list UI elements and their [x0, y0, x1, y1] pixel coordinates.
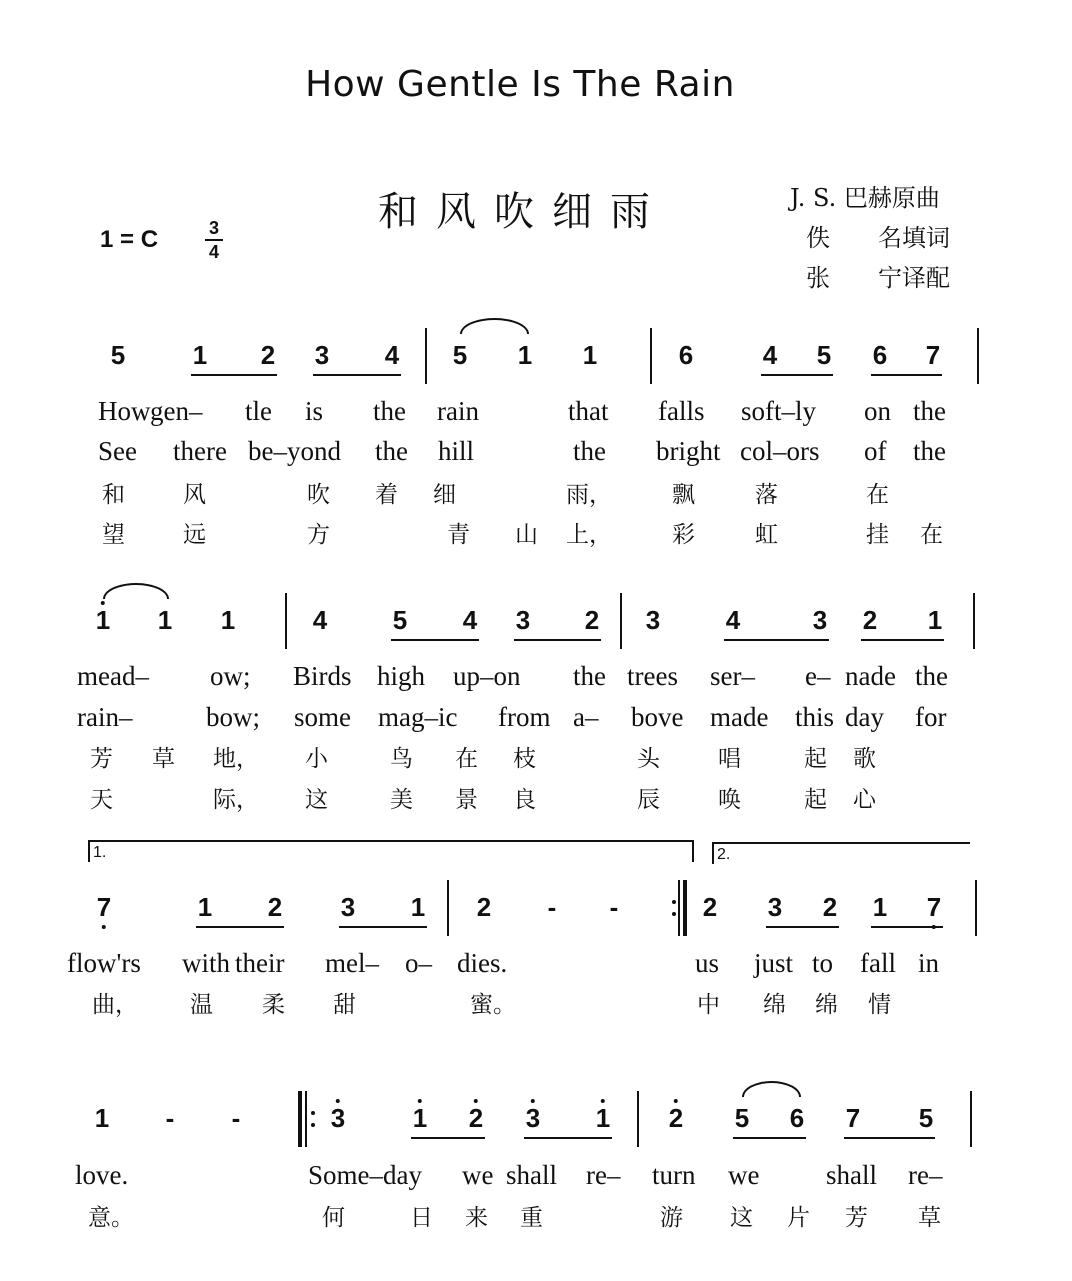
- lyric-english-1: fall: [860, 948, 896, 978]
- octave-dot-above: [601, 1099, 605, 1103]
- lyric-english-1: the: [573, 661, 606, 691]
- beam-underline: [766, 926, 839, 928]
- note: 2: [584, 605, 600, 635]
- lyric-chinese-2: 上，: [566, 522, 612, 548]
- lyric-chinese-2: 在: [920, 522, 943, 548]
- lyric-english-2: the: [375, 436, 408, 466]
- beam-underline: [339, 926, 427, 928]
- octave-dot-above: [474, 1099, 478, 1103]
- note: 2: [702, 892, 718, 922]
- octave-dot-above: [101, 601, 105, 605]
- lyric-english-2: bow;: [206, 702, 260, 732]
- time-signature: [205, 217, 223, 263]
- lyric-chinese-2: 心: [853, 787, 876, 813]
- lyric-chinese-1: 芳: [90, 746, 113, 772]
- note: 2: [862, 605, 878, 635]
- lyric-chinese-1: 和: [102, 482, 125, 508]
- lyric-english-1: to: [812, 948, 834, 978]
- lyric-chinese-2: 景: [455, 787, 478, 813]
- note: 3: [767, 892, 783, 922]
- lyric-chinese-1: 何: [322, 1205, 345, 1231]
- repeat-end-barline: [678, 880, 680, 936]
- lyric-chinese-1: 地，: [213, 746, 259, 772]
- lyric-chinese-1: 起: [804, 746, 827, 772]
- repeat-dot: [672, 900, 676, 904]
- lyric-english-2: a–: [573, 702, 599, 732]
- lyric-english-2: for: [915, 702, 947, 732]
- lyric-english-1: falls: [658, 396, 705, 426]
- lyric-english-1: How: [98, 396, 151, 426]
- note: 7: [927, 892, 941, 923]
- lyric-chinese-1: 风: [183, 482, 206, 508]
- lyric-chinese-2: 际，: [213, 787, 259, 813]
- lyric-english-2: made: [710, 702, 769, 732]
- note: 5: [918, 1103, 934, 1133]
- lyric-chinese-1: 温: [190, 992, 213, 1018]
- note: 5: [110, 340, 126, 370]
- lyric-english-1: we: [462, 1160, 494, 1190]
- lyric-chinese-1: 雨，: [566, 482, 612, 508]
- note: 3: [515, 605, 531, 635]
- beam-underline: [733, 1137, 806, 1139]
- lyric-chinese-1: 在: [866, 482, 889, 508]
- lyric-chinese-2: 美: [390, 787, 413, 813]
- barline: [447, 880, 449, 936]
- lyric-chinese-2: 天: [90, 787, 113, 813]
- lyric-english-2: col–ors: [740, 436, 820, 466]
- beam-underline: [871, 926, 943, 928]
- lyric-chinese-1: 细: [433, 482, 456, 508]
- lyric-english-1: e–: [805, 661, 831, 691]
- lyric-english-1: the: [373, 396, 406, 426]
- lyric-english-1: shall: [826, 1160, 877, 1190]
- lyric-english-2: hill: [438, 436, 475, 466]
- time-signature-bottom: 4: [208, 242, 219, 262]
- note: 6: [789, 1103, 805, 1133]
- lyric-english-1: tle: [245, 396, 272, 426]
- lyric-chinese-2: 彩: [672, 522, 695, 548]
- lyric-english-1: re–: [586, 1160, 621, 1190]
- lyric-chinese-1: 草: [918, 1205, 941, 1231]
- beam-underline: [313, 374, 401, 376]
- lyric-english-1: ser–: [710, 661, 755, 691]
- lyric-chinese-1: 曲，: [92, 992, 138, 1018]
- note: 6: [678, 340, 694, 370]
- note: 1: [410, 892, 426, 922]
- repeat-end-barline-thick: [683, 880, 687, 936]
- lyric-english-1: turn: [652, 1160, 696, 1190]
- beam-underline: [724, 639, 829, 641]
- note: 3: [812, 605, 828, 635]
- repeat-start-barline-thick: [298, 1091, 302, 1147]
- lyric-english-2: bright: [656, 436, 721, 466]
- lyric-english-1: Birds: [293, 661, 352, 691]
- lyric-english-1: the: [913, 396, 946, 426]
- song-title-chinese: 和风吹细雨: [378, 189, 668, 235]
- lyric-english-1: Some–day: [308, 1160, 422, 1190]
- lyric-chinese-1: 飘: [672, 482, 695, 508]
- note: 1: [157, 605, 173, 635]
- octave-dot-above: [336, 1099, 340, 1103]
- key-signature: 1 = C: [100, 226, 159, 253]
- lyric-chinese-1: 枝: [513, 746, 536, 772]
- beam-underline: [391, 639, 479, 641]
- lyric-chinese-1: 唱: [718, 746, 741, 772]
- note: 5: [392, 605, 408, 635]
- octave-dot-above: [674, 1099, 678, 1103]
- note: 3: [331, 1103, 345, 1134]
- volta-label: 2.: [717, 846, 731, 863]
- lyric-english-1: ow;: [210, 661, 251, 691]
- lyric-english-1: we: [728, 1160, 760, 1190]
- note: 5: [816, 340, 832, 370]
- lyric-english-2: this: [795, 702, 835, 732]
- lyric-chinese-1: 头: [637, 746, 660, 772]
- repeat-dot: [311, 1111, 315, 1115]
- note: 7: [97, 892, 111, 923]
- barline: [977, 328, 979, 384]
- beam-underline: [514, 639, 601, 641]
- lyric-english-1: trees: [627, 661, 678, 691]
- lyric-english-1: gen–: [150, 396, 203, 426]
- volta-label: 1.: [93, 844, 107, 861]
- note: 3: [314, 340, 330, 370]
- barline: [970, 1091, 972, 1147]
- lyric-english-2: of: [864, 436, 887, 466]
- lyric-chinese-2: 唤: [718, 787, 741, 813]
- song-title-english: How Gentle Is The Rain: [305, 64, 735, 105]
- note: 4: [725, 605, 741, 635]
- note: 1: [94, 1103, 110, 1133]
- lyric-chinese-2: 方: [307, 522, 330, 548]
- note: 4: [762, 340, 778, 370]
- barline: [637, 1091, 639, 1147]
- beam-underline: [861, 639, 944, 641]
- slur: [103, 583, 169, 599]
- time-signature-top: 3: [208, 218, 219, 238]
- lyric-chinese-2: 山: [515, 522, 538, 548]
- volta-bracket: [88, 840, 694, 862]
- note: 3: [645, 605, 661, 635]
- note: 3: [340, 892, 356, 922]
- note: 1: [927, 605, 943, 635]
- lyric-english-1: their: [235, 948, 285, 978]
- lyric-english-1: up–on: [453, 661, 521, 691]
- lyric-chinese-1: 重: [520, 1205, 543, 1231]
- lyric-english-1: dies.: [457, 948, 508, 978]
- note: 1: [220, 605, 236, 635]
- lyric-chinese-1: 绵: [815, 992, 838, 1018]
- note: 2: [260, 340, 276, 370]
- credit-composer: J. S. 巴赫原曲: [790, 184, 940, 212]
- note: 1: [596, 1103, 610, 1134]
- lyric-chinese-1: 着: [375, 482, 398, 508]
- barline: [650, 328, 652, 384]
- note: 1: [582, 340, 598, 370]
- beam-underline: [411, 1137, 485, 1139]
- lyric-chinese-1: 来: [465, 1205, 488, 1231]
- repeat-start-barline: [305, 1091, 307, 1147]
- lyric-chinese-1: 在: [455, 746, 478, 772]
- note: 1: [413, 1103, 427, 1134]
- sustain-dash: -: [547, 892, 557, 922]
- lyric-english-1: rain: [437, 396, 479, 426]
- octave-dot-above: [418, 1099, 422, 1103]
- repeat-dot: [672, 912, 676, 916]
- lyric-chinese-1: 意。: [88, 1205, 134, 1231]
- lyric-english-1: us: [695, 948, 720, 978]
- lyric-chinese-1: 歌: [853, 746, 876, 772]
- beam-underline: [196, 926, 284, 928]
- note: 3: [526, 1103, 540, 1134]
- note: 2: [267, 892, 283, 922]
- slur: [742, 1081, 801, 1097]
- lyric-chinese-2: 远: [183, 522, 206, 548]
- lyric-chinese-1: 吹: [307, 482, 330, 508]
- note: 7: [845, 1103, 861, 1133]
- volta-bracket: [712, 842, 970, 864]
- note: 4: [312, 605, 328, 635]
- lyric-chinese-1: 草: [152, 746, 175, 772]
- lyric-chinese-1: 鸟: [390, 746, 413, 772]
- lyric-english-2: the: [573, 436, 606, 466]
- note: 6: [872, 340, 888, 370]
- lyric-chinese-1: 芳: [845, 1205, 868, 1231]
- lyric-english-2: mag–ic: [378, 702, 458, 732]
- lyric-english-1: high: [377, 661, 426, 691]
- barline: [975, 880, 977, 936]
- credit-lyricist: 佚 名填词: [806, 224, 950, 252]
- note: 7: [925, 340, 941, 370]
- lyric-english-1: with: [182, 948, 231, 978]
- lyric-chinese-1: 这: [730, 1205, 753, 1231]
- lyric-english-1: flow'rs: [67, 948, 141, 978]
- credit-translator: 张 宁译配: [806, 264, 950, 292]
- lyric-chinese-1: 甜: [333, 992, 356, 1018]
- lyric-english-2: some: [294, 702, 351, 732]
- lyric-english-2: bove: [631, 702, 684, 732]
- barline: [973, 593, 975, 649]
- note: 1: [872, 892, 888, 922]
- lyric-chinese-2: 这: [305, 787, 328, 813]
- lyric-english-1: just: [754, 948, 794, 978]
- note: 1: [192, 340, 208, 370]
- lyric-chinese-2: 望: [102, 522, 125, 548]
- note: 2: [822, 892, 838, 922]
- beam-underline: [191, 374, 277, 376]
- lyric-english-1: in: [918, 948, 940, 978]
- note: 2: [469, 1103, 483, 1134]
- lyric-english-1: o–: [405, 948, 432, 978]
- lyric-english-2: day: [845, 702, 884, 732]
- lyric-english-2: be–yond: [248, 436, 341, 466]
- barline: [425, 328, 427, 384]
- note: 2: [669, 1103, 683, 1134]
- lyric-chinese-2: 辰: [637, 787, 660, 813]
- note: 2: [476, 892, 492, 922]
- lyric-english-1: shall: [506, 1160, 557, 1190]
- lyric-chinese-1: 落: [755, 482, 778, 508]
- lyric-english-1: mead–: [77, 661, 149, 691]
- repeat-dot: [311, 1123, 315, 1127]
- octave-dot-above: [531, 1099, 535, 1103]
- note: 1: [96, 605, 110, 636]
- slur: [460, 318, 529, 334]
- barline: [285, 593, 287, 649]
- lyric-english-2: there: [173, 436, 227, 466]
- lyric-english-1: nade: [845, 661, 896, 691]
- beam-underline: [871, 374, 942, 376]
- lyric-english-2: rain–: [77, 702, 133, 732]
- beam-underline: [761, 374, 833, 376]
- lyric-chinese-1: 中: [697, 992, 720, 1018]
- lyric-english-1: love.: [75, 1160, 129, 1190]
- lyric-chinese-1: 绵: [763, 992, 786, 1018]
- lyric-chinese-2: 起: [804, 787, 827, 813]
- octave-dot-below: [102, 925, 106, 929]
- lyric-chinese-1: 小: [305, 746, 328, 772]
- sustain-dash: -: [231, 1103, 241, 1133]
- note: 1: [197, 892, 213, 922]
- lyric-english-1: on: [864, 396, 891, 426]
- lyric-chinese-2: 虹: [755, 522, 778, 548]
- lyric-chinese-1: 蜜。: [470, 992, 516, 1018]
- lyric-english-1: mel–: [325, 948, 379, 978]
- sustain-dash: -: [609, 892, 619, 922]
- lyric-chinese-1: 柔: [262, 992, 285, 1018]
- lyric-chinese-2: 青: [447, 522, 470, 548]
- barline: [620, 593, 622, 649]
- lyric-english-2: the: [913, 436, 946, 466]
- lyric-english-1: soft–ly: [741, 396, 817, 426]
- lyric-english-1: that: [568, 396, 609, 426]
- lyric-english-2: See: [98, 436, 137, 466]
- note: 4: [462, 605, 478, 635]
- lyric-chinese-2: 挂: [866, 522, 889, 548]
- lyric-english-2: from: [498, 702, 551, 732]
- sustain-dash: -: [165, 1103, 175, 1133]
- lyric-chinese-1: 片: [787, 1205, 810, 1231]
- lyric-chinese-1: 情: [868, 992, 891, 1018]
- lyric-chinese-1: 日: [410, 1205, 433, 1231]
- beam-underline: [524, 1137, 612, 1139]
- lyric-chinese-1: 游: [660, 1205, 683, 1231]
- note: 5: [734, 1103, 750, 1133]
- beam-underline: [844, 1137, 935, 1139]
- note: 5: [452, 340, 468, 370]
- note: 1: [517, 340, 533, 370]
- lyric-chinese-2: 良: [513, 787, 536, 813]
- note: 4: [384, 340, 400, 370]
- lyric-english-1: re–: [908, 1160, 943, 1190]
- lyric-english-1: is: [305, 396, 324, 426]
- lyric-english-1: the: [915, 661, 948, 691]
